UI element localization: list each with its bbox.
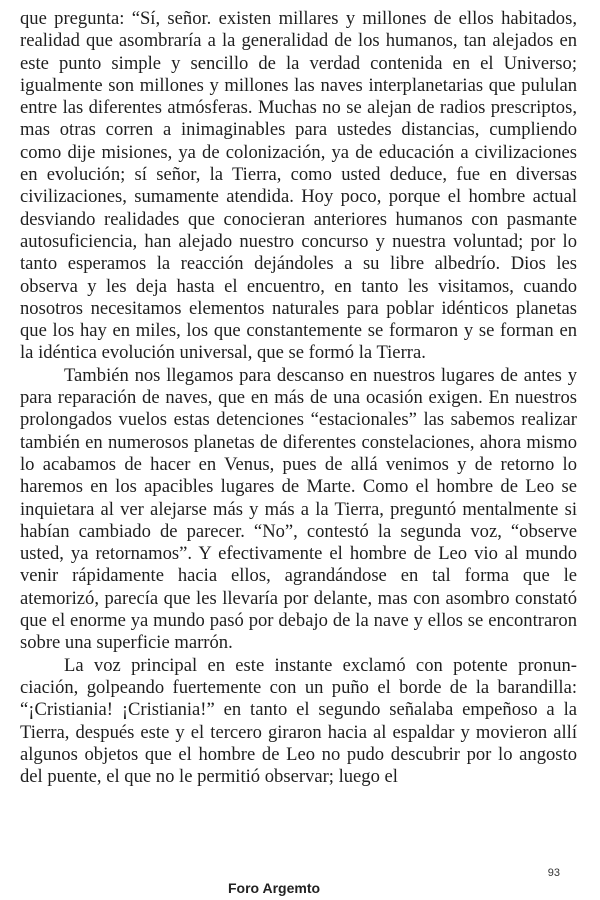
paragraph-2: También nos llegamos para descanso en nuestros lugares de antes y para reparación de naves, que en más de una ocasión exigen. En nuestros prolongados vuelos estas detenciones “estacionales” las sabemos realizar también en numerosos planetas de diferentes constelaciones, ahora mismo lo acabamos de hacer en Venus, pues de allá venimos y de retorno lo haremos en los apacibles lugares de Marte. Como el hombre de Leo se inquietara al ver alejarse más y más a la Tierra, preguntó mentalmente si habían cambiado de parecer. “No”, contestó la segunda voz, “observe usted, ya retornamos”. Y efectivamente el hombre de Leo vio al mundo venir rápidamente hacia ellos, agrandándose en tal forma que le atemorizó, parecía que les llevaría por delante, mas con asombro constató que el enorme ya mundo pasó por debajo de la nave y ellos se encontraron sobre una superficie marrón. [20, 364, 577, 654]
paragraph-1: que pregunta: “Sí, señor. existen millares y millones de ellos habitados, realidad que asombraría a la generalidad de los humanos, tan alejados en este punto simple y sencillo de la verdad contenida en el Universo; igualmente son millones y millones las naves interplanetarias que pululan entre las diferentes atmósferas. Muchas no se alejan de radios prescriptos, mas otras corren a inimaginables para ustedes distancias, cumpliendo como dije misiones, ya de colonización, ya de educación a civilizaciones en evolución; sí señor, la Tierra, como usted deduce, fue en diversas civilizaciones, sumamente atendida. Hoy poco, porque el hombre actual desviando realidades que conocieran anteriores humanos con pasmante autosuficiencia, han alejado nuestro concurso y nuestra voluntad; por lo tanto esperamos la reacción dejándoles a su libre albedrío. Dios les observa y les deja hasta el encuentro, en tanto les visitamos, cuando nosotros necesitamos elementos naturales para poblar idénticos planetas que los hay en miles, los que constantemente se formaron y se forman en la idéntica evolución universal, que se formó la Tierra. [20, 8, 577, 364]
paragraph-3: La voz principal en este instante exclamó con potente pronunciación, golpeando fuertemente con un puño el borde de la barandilla: “¡Cristiania! ¡Cristiania!” en tanto el segundo señalaba empeñoso a la Tierra, después este y el tercero giraron hacia al espaldar y movieron allí algunos objetos que el hombre de Leo no pudo descubrir por lo angosto del puente, el que no le permitió observar; luego el [20, 654, 577, 788]
page-number: 93 [547, 867, 560, 879]
footer-title: Foro Argemto [228, 880, 321, 896]
body-text [20, 8, 577, 788]
